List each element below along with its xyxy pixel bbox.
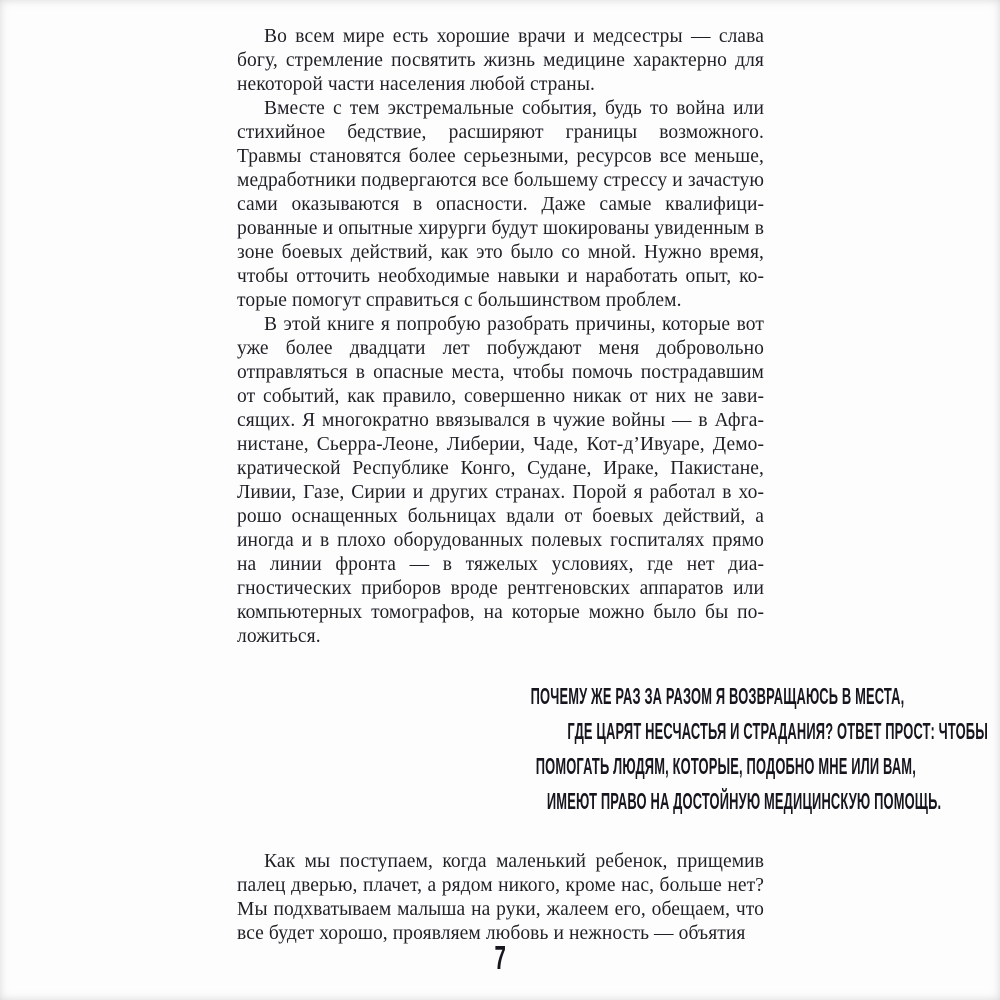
pull-quote-line <box>237 750 916 785</box>
pull-quote <box>237 680 988 820</box>
pull-quote-line <box>237 680 905 715</box>
page-number-text: 7 <box>494 939 506 976</box>
pull-quote-line <box>237 785 942 820</box>
pull-quote-line-text: ГДЕ ЦАРЯТ НЕСЧАСТЬЯ И СТРАДАНИЯ? ОТВЕТ ПРОСТ: ЧТОБЫ <box>567 718 988 744</box>
pull-quote-line-text: ИМЕЮТ ПРАВО НА ДОСТОЙНУЮ МЕДИЦИНСКУЮ ПОМОЩЬ. <box>546 788 942 814</box>
body-paragraph-1: Во всем мире есть хорошие врачи и медсестры — слава богу, стремление посвятить жизнь медицине характерно для некоторой части населения любой страны. <box>237 26 764 95</box>
body-paragraph-2: Вместе с тем экстремальные события, будь то война или стихийное бедствие, расширяют границы возможного. Травмы становятся более серьезными, ресурсов все меньше, медработники подвергаются все большему стрессу и зачастую сами оказываются в опасности. Даже самые квалифицированные и опытные хирурги будут шокированы увиденным в зоне боевых действий, как это было со мной. Нужно время, чтобы отточить необходимые навыки и наработать опыт, которые помогут справиться с большинством проблем. <box>237 98 764 311</box>
body-paragraph-4: Как мы поступаем, когда маленький ребенок, прищемив палец дверью, плачет, а рядом никого, кроме нас, больше нет? Мы подхватываем малыша на руки, жалеем его, обещаем, что все будет хорошо, проявляем любовь и нежность — объятия <box>237 851 764 944</box>
body-paragraph-3: В этой книге я попробую разобрать причины, которые вот уже более двадцати лет побуждают меня добровольно отправляться в опасные места, чтобы помочь пострадавшим от событий, как правило, совершенно никак от них не зависящих. Я многократно ввязывался в чужие войны — в Афганистане, Сьерра-Леоне, Либерии, Чаде, Кот-д’Ивуаре, Демократической Республике Конго, Судане, Ираке, Пакистане, Ливии, Газе, Сирии и других странах. Порой я работал в хорошо оснащенных больницах вдали от боевых действий, а иногда и в плохо оборудованных полевых госпиталях прямо на линии фронта — в тяжелых условиях, где нет диагностических приборов вроде рентгеновских аппаратов или компьютерных томографов, на которые можно было бы положиться. <box>237 314 764 647</box>
text-column <box>237 25 988 946</box>
page-number <box>0 941 1000 974</box>
pull-quote-line <box>237 715 988 750</box>
pull-quote-line-text: ПОЧЕМУ ЖЕ РАЗ ЗА РАЗОМ Я ВОЗВРАЩАЮСЬ В МЕСТА, <box>530 683 905 709</box>
pull-quote-line-text: ПОМОГАТЬ ЛЮДЯМ, КОТОРЫЕ, ПОДОБНО МНЕ ИЛИ ВАМ, <box>535 753 916 779</box>
